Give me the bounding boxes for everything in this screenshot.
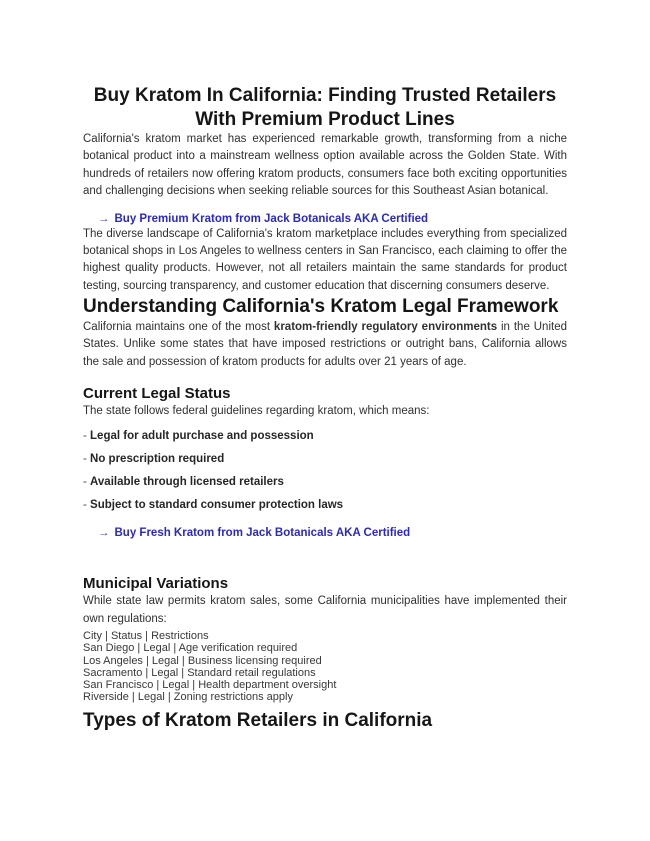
guidelines-paragraph: The state follows federal guidelines regarding kratom, which means: <box>83 404 430 417</box>
pipe-separator: | <box>134 642 144 655</box>
table-row <box>83 667 567 679</box>
city-regulations-table <box>83 630 567 703</box>
list-item <box>83 429 567 443</box>
cell-restrictions: Health department oversight <box>198 679 337 691</box>
cta-line-fresh <box>83 526 567 540</box>
heading-retailer-types: Types of Kratom Retailers in California <box>83 710 433 732</box>
intro-paragraph: California's kratom market has experienced remarkable growth, transforming from a niche botanical product into a mainstream wellness option available across the Golden State. With hundreds of retailers now offering kratom products, consumers face both exciting opportunities and challenging decisions when seeking reliable sources for this Southeast Asian botanical. <box>83 133 567 198</box>
list-item-label: No prescription required <box>90 453 225 466</box>
right-arrow-icon: → <box>98 527 110 540</box>
pipe-separator: | <box>142 630 152 643</box>
pipe-separator: | <box>142 666 152 679</box>
cell-city: Riverside <box>83 691 129 704</box>
col-city: City <box>83 630 102 643</box>
right-arrow-icon: → <box>98 212 110 225</box>
table-row <box>83 679 567 691</box>
pipe-separator: | <box>178 666 188 679</box>
pipe-separator: | <box>178 654 188 667</box>
framework-text-pre: California maintains one of the most <box>83 320 274 333</box>
cell-restrictions: Zoning restrictions apply <box>173 691 293 704</box>
col-restrictions: Restrictions <box>151 630 209 643</box>
list-item <box>83 498 567 512</box>
list-item-label: Subject to standard consumer protection laws <box>90 499 344 512</box>
list-item-label: Available through licensed retailers <box>90 476 284 489</box>
page-title: Buy Kratom In California: Finding Trusted Retailers With Premium Product Lines <box>93 85 557 130</box>
pipe-separator: | <box>101 630 111 643</box>
cell-status: Legal <box>162 679 190 691</box>
col-status: Status <box>110 630 143 643</box>
heading-current-legal-status: Current Legal Status <box>83 384 231 402</box>
list-dash: - <box>83 453 91 466</box>
cell-status: Legal <box>151 666 179 679</box>
list-item <box>83 452 567 466</box>
cell-city: Sacramento <box>83 666 143 679</box>
framework-bold-phrase: kratom-friendly regulatory environments <box>273 320 498 333</box>
cell-restrictions: Standard retail regulations <box>187 666 316 679</box>
heading-legal-framework: Understanding California's Kratom Legal Framework <box>83 296 559 318</box>
table-row <box>83 655 567 667</box>
list-dash: - <box>83 476 91 489</box>
pipe-separator: | <box>142 654 152 667</box>
municipal-paragraph: While state law permits kratom sales, some California municipalities have implemented their own regulations: <box>83 595 567 625</box>
pipe-separator: | <box>128 691 138 704</box>
list-dash: - <box>83 430 91 443</box>
pipe-separator: | <box>164 691 174 704</box>
table-header-row <box>83 630 567 642</box>
pipe-separator: | <box>170 642 179 655</box>
cell-restrictions: Age verification required <box>178 642 298 655</box>
cell-status: Legal <box>143 642 171 655</box>
cell-restrictions: Business licensing required <box>187 654 322 667</box>
marketplace-paragraph: The diverse landscape of California's kratom marketplace includes everything from specialized botanical shops in Los Angeles to wellness centers in San Francisco, each claiming to offer the highest quality products. However, not all retailers maintain the same standards for product testing, sourcing transparency, and customer education that discerning consumers deserve. <box>83 227 567 292</box>
cta-line-premium <box>83 212 567 226</box>
cell-status: Legal <box>151 654 179 667</box>
table-row <box>83 642 567 654</box>
cell-status: Legal <box>137 691 165 704</box>
buy-fresh-kratom-link[interactable]: Buy Fresh Kratom from Jack Botanicals AKA Certified <box>114 527 411 540</box>
cell-city: Los Angeles <box>83 654 143 667</box>
cell-city: San Francisco <box>83 679 154 691</box>
heading-municipal-variations: Municipal Variations <box>83 575 229 593</box>
buy-premium-kratom-link[interactable]: Buy Premium Kratom from Jack Botanicals AKA Certified <box>114 212 429 225</box>
list-item <box>83 475 567 489</box>
cell-city: San Diego <box>83 642 135 655</box>
framework-paragraph <box>83 319 567 371</box>
framework-text-post: in the United States. Unlike some states that have imposed restrictions or outright bans, California allows the sale and possession of kratom products for adults over 21 years of age. <box>83 320 567 368</box>
pipe-separator: | <box>153 679 163 691</box>
legal-points-list <box>83 429 567 512</box>
list-dash: - <box>83 499 91 512</box>
pipe-separator: | <box>189 679 199 691</box>
list-item-label: Legal for adult purchase and possession <box>90 430 314 443</box>
table-row <box>83 691 567 703</box>
